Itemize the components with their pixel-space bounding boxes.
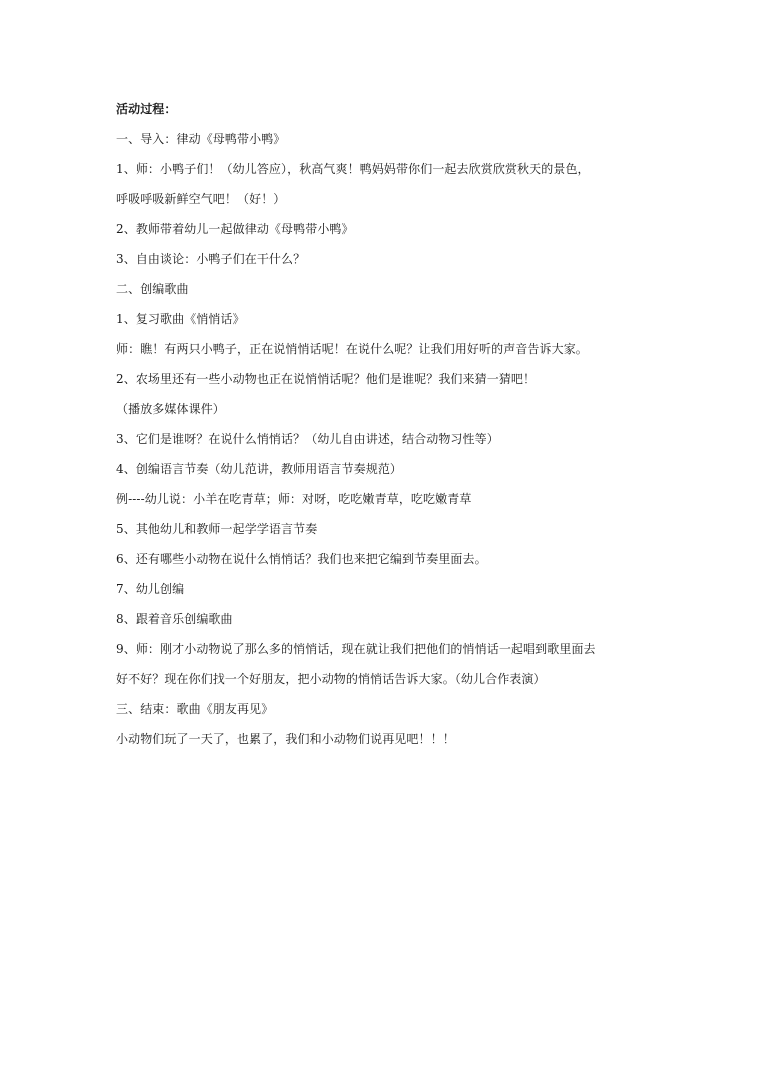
paragraph-line: 小动物们玩了一天了，也累了，我们和小动物们说再见吧！！！ <box>116 732 455 746</box>
paragraph-line: 9、师：刚才小动物说了那么多的悄悄话，现在就让我们把他们的悄悄话一起唱到歌里面去 <box>116 642 596 656</box>
paragraph-line: 例----幼儿说：小羊在吃青草；师：对呀，吃吃嫩青草，吃吃嫩青草 <box>116 492 472 506</box>
document-body <box>116 94 656 754</box>
paragraph-line: 1、复习歌曲《悄悄话》 <box>116 312 245 326</box>
paragraph-line: 6、还有哪些小动物在说什么悄悄话？我们也来把它编到节奏里面去。 <box>116 552 487 566</box>
paragraph-line: 呼吸呼吸新鲜空气吧！（好！） <box>116 192 286 206</box>
paragraph-line: 3、它们是谁呀？在说什么悄悄话？（幼儿自由讲述，结合动物习性等） <box>116 432 499 446</box>
paragraph-line: 师：瞧！有两只小鸭子，正在说悄悄话呢！在说什么呢？让我们用好听的声音告诉大家。 <box>116 342 588 356</box>
paragraph-line: 5、其他幼儿和教师一起学学语言节奏 <box>116 522 318 536</box>
paragraph-line: 4、创编语言节奏（幼儿范讲，教师用语言节奏规范） <box>116 462 403 476</box>
section-heading-intro: 一、导入：律动《母鸭带小鸭》 <box>116 132 286 146</box>
paragraph-line: 1、师：小鸭子们！（幼儿答应），秋高气爽！鸭妈妈带你们一起去欣赏欣赏秋天的景色， <box>116 162 590 176</box>
paragraph-line: 7、幼儿创编 <box>116 582 185 596</box>
section-heading-end: 三、结束：歌曲《朋友再见》 <box>116 702 274 716</box>
paragraph-line: 8、跟着音乐创编歌曲 <box>116 612 233 626</box>
paragraph-line: 好不好？现在你们找一个好朋友，把小动物的悄悄话告诉大家。（幼儿合作表演） <box>116 672 546 686</box>
section-title: 活动过程： <box>116 102 177 116</box>
paragraph-line: 2、农场里还有一些小动物也正在说悄悄话呢？他们是谁呢？我们来猜一猜吧！ <box>116 372 536 386</box>
paragraph-line: 2、教师带着幼儿一起做律动《母鸭带小鸭》 <box>116 222 354 236</box>
paragraph-line: 3、自由谈论：小鸭子们在干什么？ <box>116 252 306 266</box>
paragraph-line: （播放多媒体课件） <box>116 402 225 416</box>
section-heading-create: 二、创编歌曲 <box>116 282 189 296</box>
